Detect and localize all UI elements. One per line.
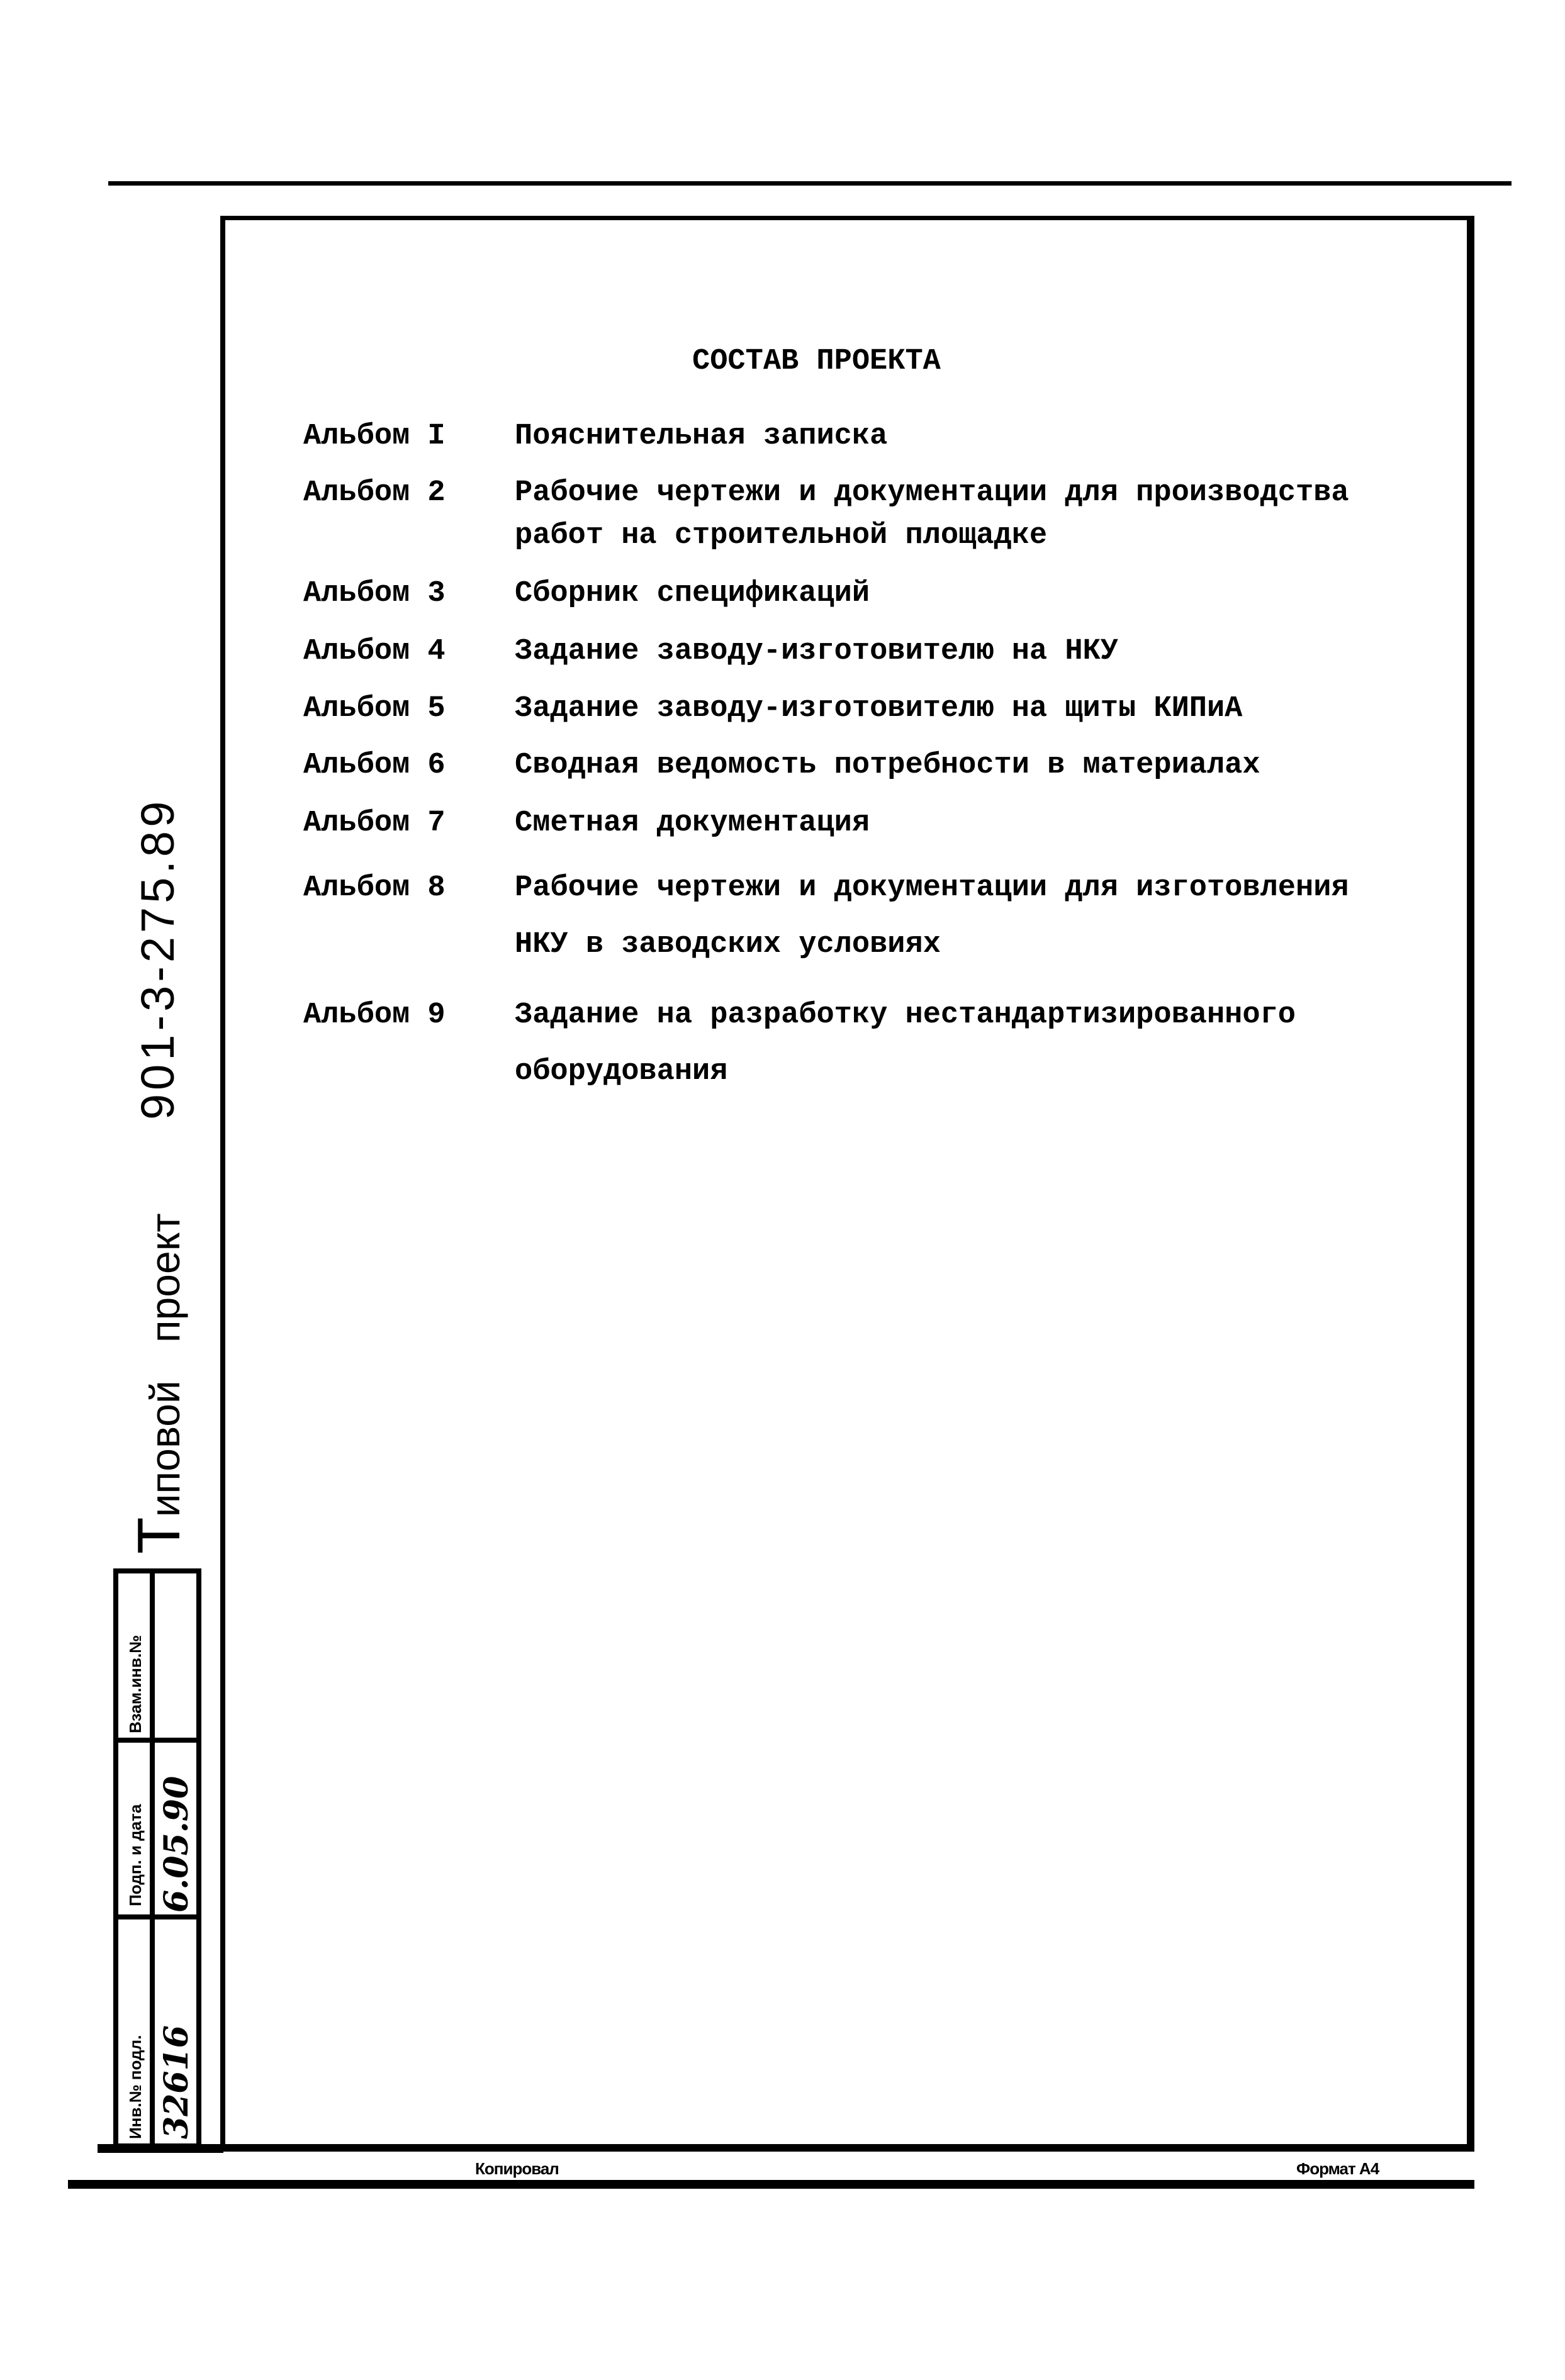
album-description [515, 802, 1383, 845]
album-description [515, 744, 1383, 787]
album-description-line: Пояснительная записка [515, 420, 888, 453]
album-description [515, 987, 1383, 1100]
album-description [515, 472, 1383, 557]
contents-row [303, 630, 1436, 673]
album-description-line: Задание заводу-изготовителю на щиты КИПиА [515, 692, 1243, 725]
contents-row [303, 744, 1436, 787]
album-label: Альбом 7 [303, 807, 446, 840]
album-description [515, 415, 1383, 458]
album-description-line: Рабочие чертежи и документации для производства [515, 476, 1349, 510]
album-description-line: НКУ в заводских условиях [515, 928, 941, 961]
contents-row [303, 987, 1436, 1100]
contents-row [303, 573, 1436, 615]
album-description [515, 630, 1383, 673]
top-rule [108, 181, 1512, 186]
typical-project-word1-rest: иповой [142, 1380, 188, 1517]
project-contents-list [303, 415, 1436, 1100]
typical-project-initial: Т [125, 1517, 193, 1554]
stamp-signature-date-label: Подп. и дата [126, 1804, 145, 1906]
album-description-line: Сборник спецификаций [515, 577, 870, 610]
footer-format-label: Формат А4 [1296, 2159, 1379, 2178]
album-label: Альбом 2 [303, 476, 446, 510]
contents-row [303, 802, 1436, 845]
contents-row [303, 688, 1436, 730]
album-label: Альбом 9 [303, 998, 446, 1032]
album-description-line: Рабочие чертежи и документации для изготовления [515, 871, 1349, 905]
stamp-replaced-inv-label: Взам.инв.№ [126, 1634, 145, 1733]
album-description-line: работ на строительной площадке [515, 519, 1048, 552]
contents-row [303, 472, 1436, 557]
album-label: Альбом 4 [303, 635, 446, 668]
stamp-signature-date-value: 6.05.90 [157, 1775, 196, 1913]
typical-project-word2: проект [142, 1213, 188, 1343]
album-description [515, 860, 1383, 973]
project-code: 901-3-275.89 [132, 797, 184, 1120]
album-description-line: Сметная документация [515, 807, 870, 840]
stamp-original-inv-value: 32616 [157, 2025, 196, 2139]
album-description-line: Сводная ведомость потребности в материалах [515, 749, 1260, 782]
stamp-divider [113, 1914, 201, 1919]
typical-project-label [125, 1213, 194, 1554]
stamp-divider [113, 1738, 201, 1743]
album-label: Альбом I [303, 420, 446, 453]
contents-row [303, 415, 1436, 458]
stamp-divider [150, 1568, 155, 2148]
album-label: Альбом 5 [303, 692, 446, 725]
footer-copied-label: Копировал [475, 2159, 559, 2178]
album-description [515, 688, 1383, 730]
stamp-original-inv-label: Инв.№ подл. [126, 2035, 145, 2139]
album-description-line: оборудования [515, 1055, 728, 1088]
album-description [515, 573, 1383, 615]
album-description-line: Задание заводу-изготовителю на НКУ [515, 635, 1118, 668]
bottom-rule [68, 2180, 1474, 2189]
page-title: СОСТАВ ПРОЕКТА [692, 345, 941, 378]
album-label: Альбом 6 [303, 749, 446, 782]
album-label: Альбом 3 [303, 577, 446, 610]
album-label: Альбом 8 [303, 871, 446, 905]
album-description-line: Задание на разработку нестандартизированного [515, 998, 1296, 1032]
contents-row [303, 860, 1436, 973]
